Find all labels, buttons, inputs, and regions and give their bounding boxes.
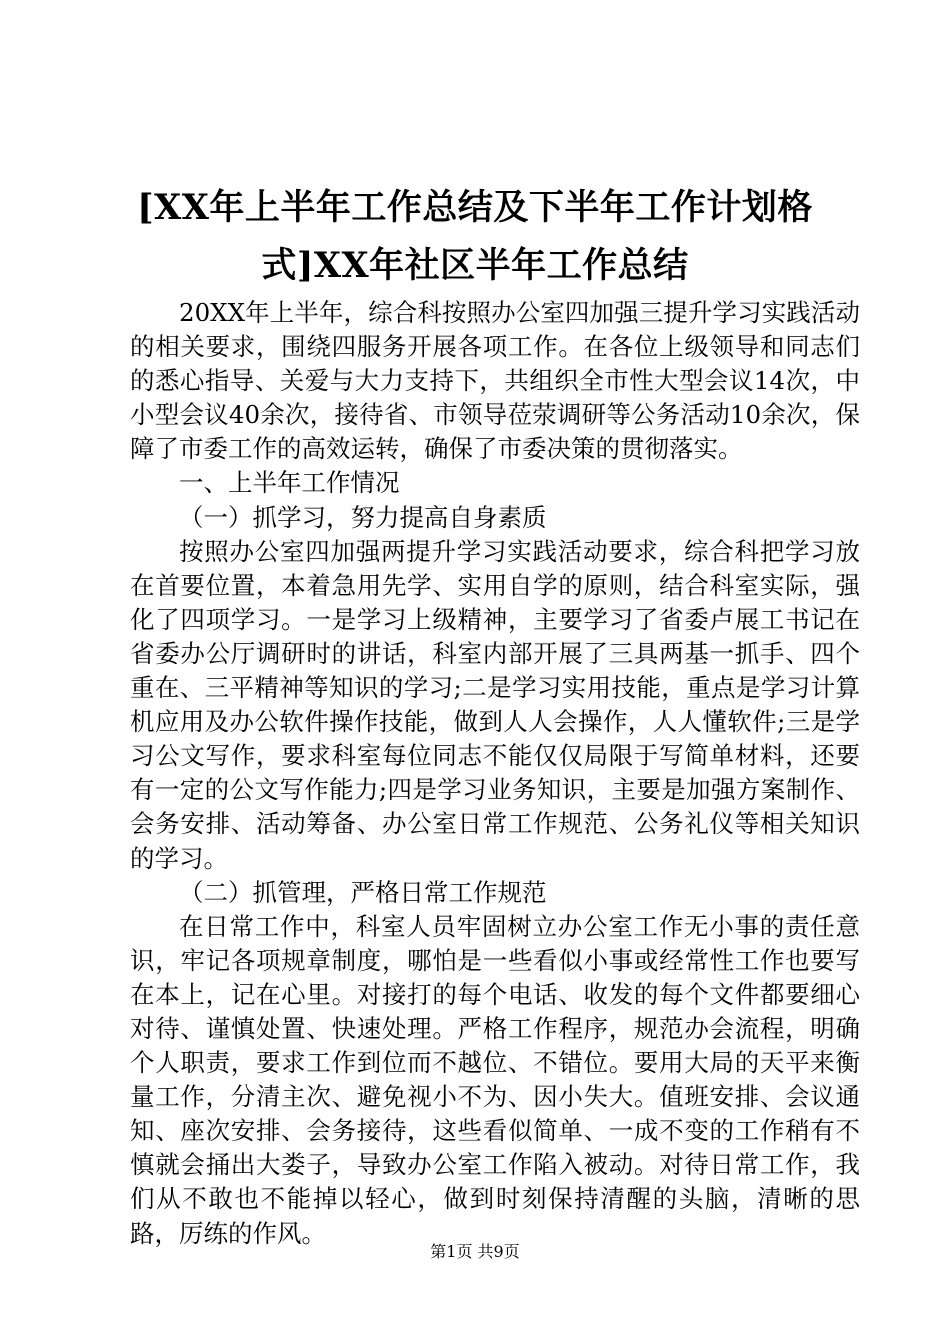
study-paragraph: 按照办公室四加强两提升学习实践活动要求，综合科把学习放在首要位置，本着急用先学、实用自学的原则，结合科室实际，强化了四项学习。一是学习上级精神，主要学习了省委卢展工书记在省委办公厅调研时的讲话，科室内部开展了三具两基一抓手、四个重在、三平精神等知识的学习;二是学习实用技能，重点是学习计算机应用及办公软件操作技能，做到人人会操作，人人懂软件;三是学习公文写作，要求科室每位同志不能仅仅局限于写简单材料，还要有一定的公文写作能力;四是学习业务知识，主要是加强方案制作、会务安排、活动筹备、办公室日常工作规范、公务礼仪等相关知识的学习。 — [130, 536, 860, 873]
management-paragraph: 在日常工作中，科室人员牢固树立办公室工作无小事的责任意识，牢记各项规章制度，哪怕是一些看似小事或经常性工作也要写在本上，记在心里。对接打的每个电话、收发的每个文件都要细心对待、谨慎处置、快速处理。严格工作程序，规范办会流程，明确个人职责，要求工作到位而不越位、不错位。要用大局的天平来衡量工作，分清主次、避免视小不为、因小失大。值班安排、会议通知、座次安排、会务接待，这些看似简单、一成不变的工作稍有不慎就会捅出大娄子，导致办公室工作陷入被动。对待日常工作，我们从不敢也不能掉以轻心，做到时刻保持清醒的头脑，清晰的思路，厉练的作风。 — [130, 911, 860, 1248]
subsection-heading-management: （二）抓管理，严格日常工作规范 — [179, 877, 547, 907]
intro-paragraph: 20XX年上半年，综合科按照办公室四加强三提升学习实践活动的相关要求，围绕四服务开展各项工作。在各位上级领导和同志们的悉心指导、关爱与大力支持下，共组织全市性大型会议14次，中小型会议40余次，接待省、市领导莅荥调研等公务活动10余次，保障了市委工作的高效运转，确保了市委决策的贯彻落实。 — [130, 298, 860, 464]
page-footer: 第1页 共9页 — [430, 1242, 520, 1261]
document-title-line-1: [XX年上半年工作总结及下半年工作计划格 — [137, 187, 813, 228]
subsection-heading-study: （一）抓学习，努力提高自身素质 — [179, 502, 547, 532]
document-body — [130, 296, 860, 1251]
section-heading: 一、上半年工作情况 — [179, 468, 400, 498]
document-title-line-2: 式]XX年社区半年工作总结 — [261, 245, 689, 286]
